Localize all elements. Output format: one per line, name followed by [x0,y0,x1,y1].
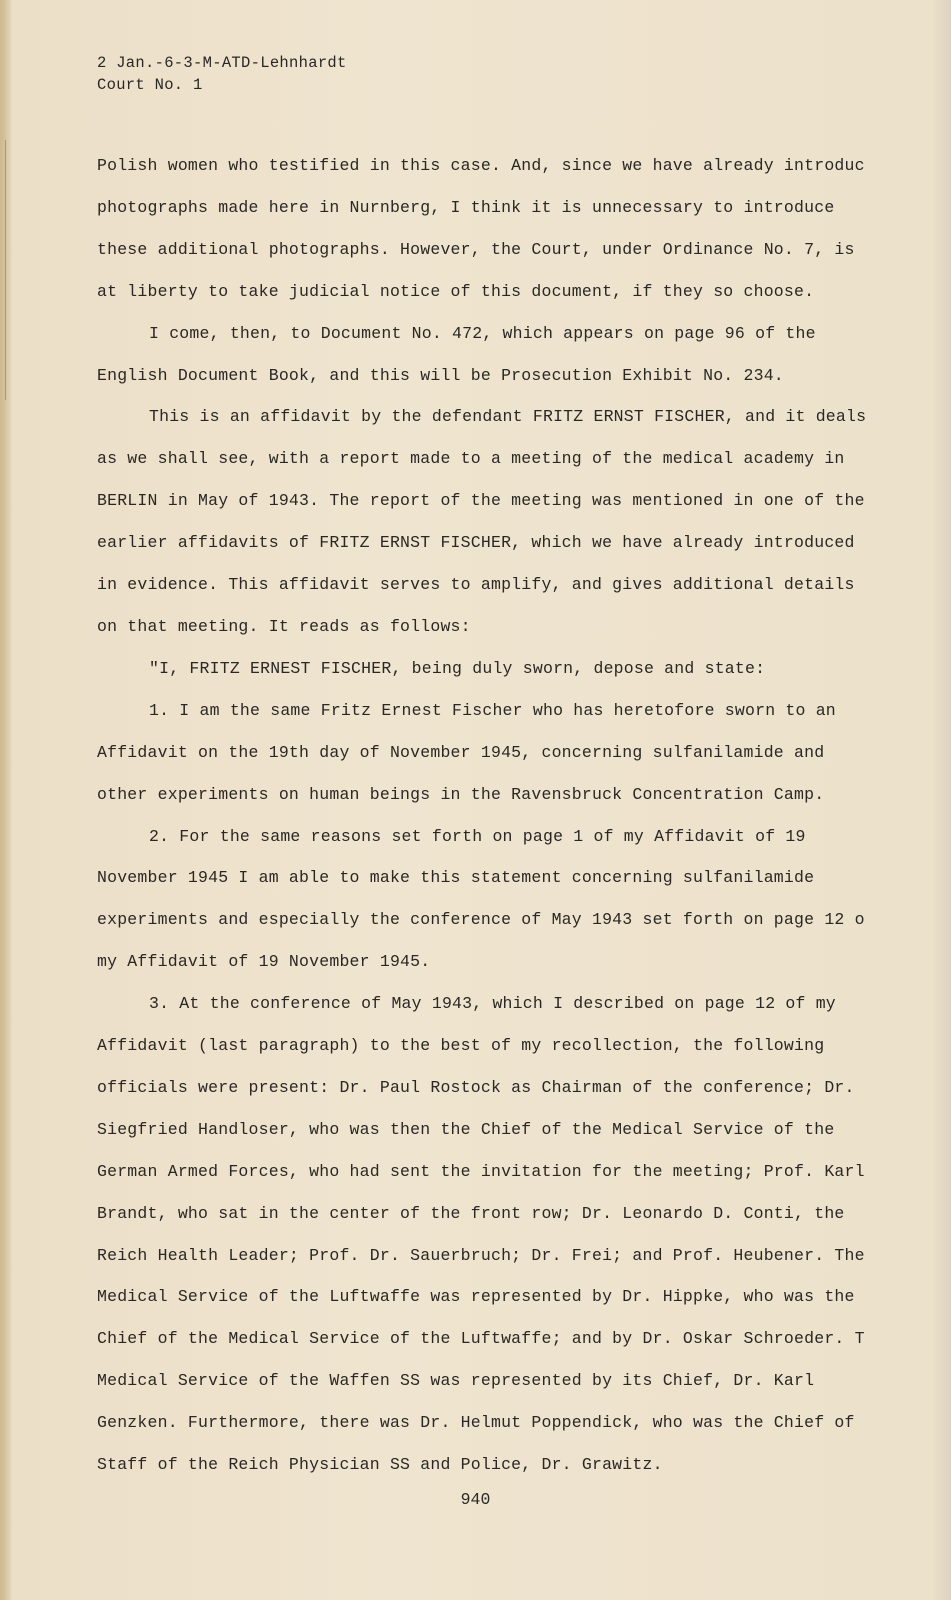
text-line: these additional photographs. However, the Court, under Ordinance No. 7, is [97,239,855,259]
text-line: Affidavit (last paragraph) to the best of my recollection, the following [97,1036,825,1056]
text-line: earlier affidavits of FRITZ ERNST FISCHER, which we have already introduced [97,533,855,553]
transcript-body [97,145,887,1486]
text-line: Genzken. Furthermore, there was Dr. Helmut Poppendick, who was the Chief of [97,1413,855,1433]
text-line: photographs made here in Nurnberg, I think it is unnecessary to introduce [97,197,835,217]
text-line: on that meeting. It reads as follows: [97,616,471,636]
text-line: officials were present: Dr. Paul Rostock as Chairman of the conference; Dr. [97,1077,855,1097]
text-line: as we shall see, with a report made to a meeting of the medical academy in [97,449,845,469]
text-line: Polish women who testified in this case. And, since we have already introduc [97,156,865,175]
text-line: 2. For the same reasons set forth on page 1 of my Affidavit of 19 [149,826,806,846]
text-line: in evidence. This affidavit serves to amplify, and gives additional details [97,575,855,595]
text-line: German Armed Forces, who had sent the invitation for the meeting; Prof. Karl [97,1161,865,1181]
text-line: Medical Service of the Waffen SS was represented by its Chief, Dr. Karl [97,1371,815,1391]
binding-edge [5,140,9,400]
header-reference: 2 Jan.-6-3-M-ATD-Lehnhardt [97,54,347,72]
text-line: Reich Health Leader; Prof. Dr. Sauerbruch; Dr. Frei; and Prof. Heubener. The [97,1245,865,1265]
text-line: English Document Book, and this will be Prosecution Exhibit No. 234. [97,365,784,385]
text-line: experiments and especially the conference of May 1943 set forth on page 12 o [97,910,865,930]
text-line: 1. I am the same Fritz Ernest Fischer who has heretofore sworn to an [149,700,836,720]
header-court: Court No. 1 [97,76,203,94]
text-line: at liberty to take judicial notice of this document, if they so choose. [97,281,815,301]
text-line: Staff of the Reich Physician SS and Police, Dr. Grawitz. [97,1455,663,1475]
page-number: 940 [460,1490,491,1509]
text-line: 3. At the conference of May 1943, which I described on page 12 of my [149,994,836,1014]
page-header [97,52,347,96]
text-line: Affidavit on the 19th day of November 1945, concerning sulfanilamide and [97,742,825,762]
text-line: Brandt, who sat in the center of the front row; Dr. Leonardo D. Conti, the [97,1203,845,1223]
text-line: November 1945 I am able to make this statement concerning sulfanilamide [97,868,815,888]
text-line: "I, FRITZ ERNEST FISCHER, being duly sworn, depose and state: [149,658,766,678]
text-line: Chief of the Medical Service of the Luftwaffe; and by Dr. Oskar Schroeder. T [97,1329,865,1349]
text-line: Medical Service of the Luftwaffe was represented by Dr. Hippke, who was the [97,1287,855,1307]
text-line: my Affidavit of 19 November 1945. [97,952,431,972]
text-line: I come, then, to Document No. 472, which appears on page 96 of the [149,323,816,343]
text-line: Siegfried Handloser, who was then the Chief of the Medical Service of the [97,1119,835,1139]
text-line: other experiments on human beings in the Ravensbruck Concentration Camp. [97,784,825,804]
text-line: BERLIN in May of 1943. The report of the meeting was mentioned in one of the [97,491,865,511]
text-line: This is an affidavit by the defendant FRITZ ERNST FISCHER, and it deals [149,407,867,427]
